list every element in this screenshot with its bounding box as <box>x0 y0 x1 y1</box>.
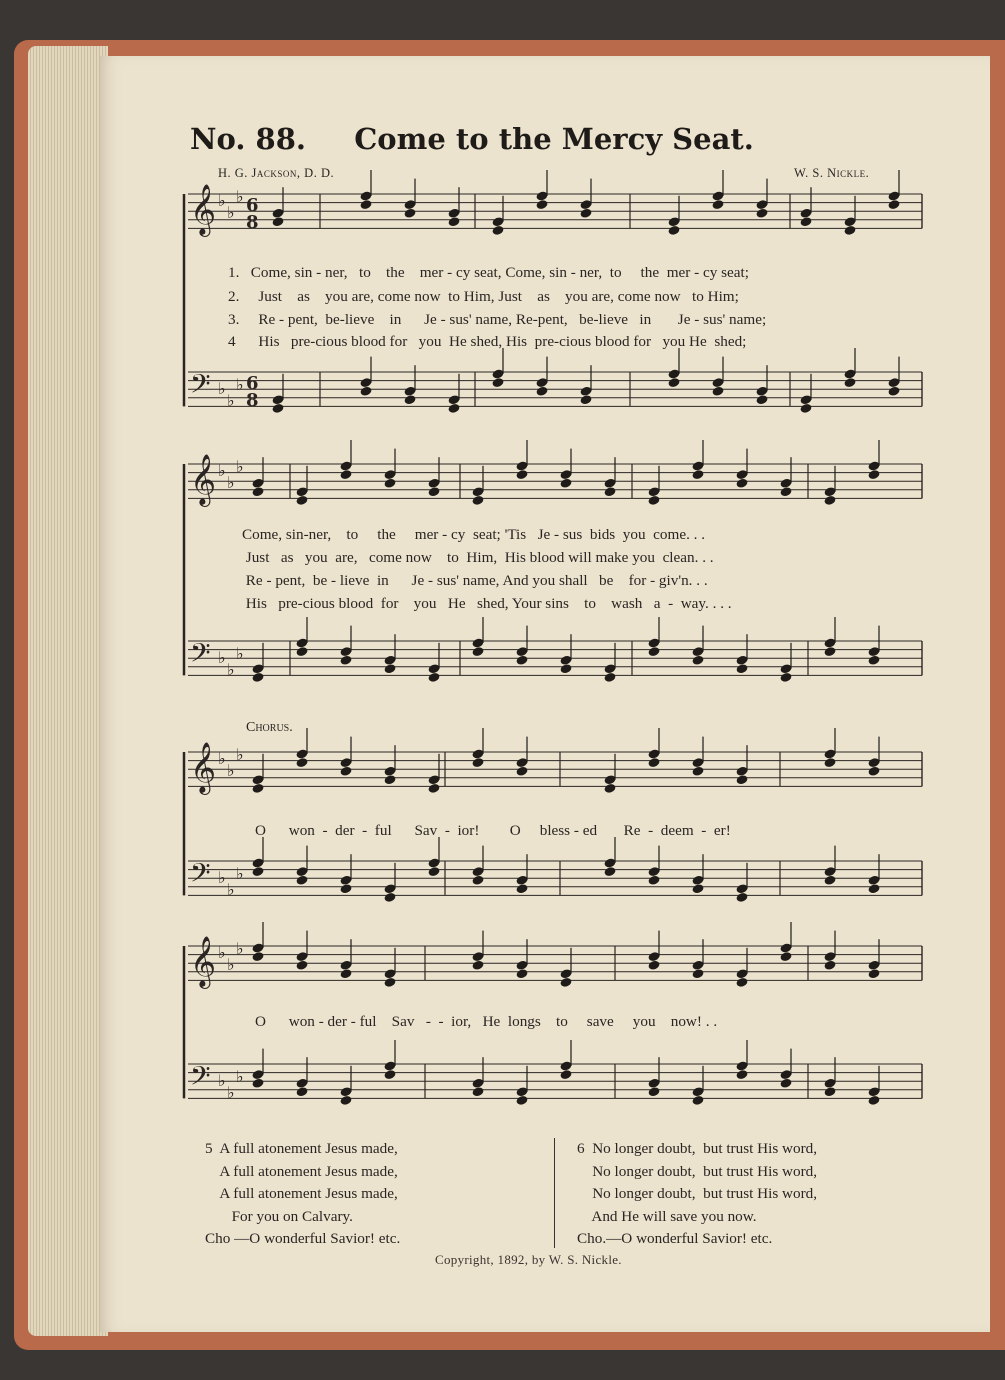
note-head <box>887 199 900 210</box>
verse-5-line: For you on Calvary. <box>205 1207 353 1225</box>
note-head <box>515 655 528 666</box>
note-head <box>867 883 880 894</box>
flat-sign-icon: ♭ <box>227 660 235 679</box>
verse-3-line-a: 3. Re - pent, be-lieve in Je - sus' name, Re-pent, be-lieve in Je - sus' name; <box>228 311 767 328</box>
time-signature-top: 6 <box>246 195 259 216</box>
verse-5-line: Cho —O wonderful Savior! etc. <box>205 1230 401 1248</box>
note-head <box>603 866 616 877</box>
flat-sign-icon: ♭ <box>218 379 226 398</box>
note-head <box>867 766 880 777</box>
note-head <box>735 478 748 489</box>
note-head <box>779 951 792 962</box>
verse-5-line: A full atonement Jesus made, <box>205 1185 398 1203</box>
note-head <box>667 377 680 388</box>
note-head <box>383 892 396 903</box>
note-head <box>403 394 416 405</box>
note-head <box>867 655 880 666</box>
bass-clef-icon: 𝄢 <box>190 368 211 406</box>
note-head <box>471 875 484 886</box>
hymn-number: No. 88. <box>190 122 306 156</box>
note-head <box>295 646 308 657</box>
bass-clef-icon: 𝄢 <box>190 857 211 895</box>
flat-sign-icon: ♭ <box>218 749 226 768</box>
verse-6-line: Cho.—O wonderful Savior! etc. <box>577 1230 773 1248</box>
note-head <box>339 766 352 777</box>
bass-clef-icon: 𝄢 <box>190 637 211 675</box>
note-head <box>691 766 704 777</box>
note-head <box>647 960 660 971</box>
treble-clef-icon: 𝄞 <box>190 742 217 793</box>
flat-sign-icon: ♭ <box>227 1083 235 1102</box>
note-head <box>647 495 660 506</box>
flat-sign-icon: ♭ <box>227 761 235 780</box>
note-head <box>691 655 704 666</box>
note-head <box>843 225 856 236</box>
flat-sign-icon: ♭ <box>218 461 226 480</box>
flat-sign-icon: ♭ <box>236 1067 244 1086</box>
note-head <box>603 672 616 683</box>
note-head <box>271 403 284 414</box>
note-head <box>867 1095 880 1106</box>
note-head <box>735 1069 748 1080</box>
verse-6-line: And He will save you now. <box>577 1207 757 1225</box>
flat-sign-icon: ♭ <box>218 191 226 210</box>
verse-4-line-a: 4 His pre-cious blood for you He shed, His pre-cious blood for you He shed; <box>228 333 747 350</box>
verse-divider <box>554 1138 555 1248</box>
time-signature-top: 6 <box>246 373 259 394</box>
note-head <box>251 672 264 683</box>
note-head <box>823 495 836 506</box>
note-head <box>295 757 308 768</box>
note-head <box>383 774 396 785</box>
note-head <box>339 883 352 894</box>
note-head <box>491 377 504 388</box>
note-head <box>471 495 484 506</box>
note-head <box>579 208 592 219</box>
note-head <box>471 960 484 971</box>
note-head <box>491 225 504 236</box>
note-head <box>535 199 548 210</box>
note-head <box>691 968 704 979</box>
verse-1-line-a: 1. Come, sin - ner, to the mer - cy seat, Come, sin - ner, to the mer - cy seat; <box>228 264 749 281</box>
flat-sign-icon: ♭ <box>218 648 226 667</box>
note-head <box>427 866 440 877</box>
verse-3-line-b: Re - pent, be - lieve in Je - sus' name, And you shall be for - giv'n. . . <box>242 572 708 589</box>
note-head <box>823 1086 836 1097</box>
note-head <box>339 1095 352 1106</box>
note-head <box>647 875 660 886</box>
note-head <box>603 486 616 497</box>
note-head <box>447 216 460 227</box>
note-head <box>515 883 528 894</box>
note-head <box>843 377 856 388</box>
note-head <box>427 783 440 794</box>
chorus-label: Chorus. <box>246 720 293 735</box>
note-head <box>383 977 396 988</box>
flat-sign-icon: ♭ <box>218 943 226 962</box>
note-head <box>647 757 660 768</box>
note-head <box>691 883 704 894</box>
flat-sign-icon: ♭ <box>236 375 244 394</box>
chorus-lyrics-line-2: O won - der - ful Sav - - ior, He longs to save you now! . . <box>255 1013 718 1030</box>
flat-sign-icon: ♭ <box>218 868 226 887</box>
note-head <box>295 495 308 506</box>
note-head <box>755 394 768 405</box>
hymn-title: Come to the Mercy Seat. <box>354 122 754 156</box>
note-head <box>295 875 308 886</box>
flat-sign-icon: ♭ <box>236 187 244 206</box>
note-head <box>799 216 812 227</box>
time-signature-bottom: 8 <box>246 212 259 233</box>
flat-sign-icon: ♭ <box>236 457 244 476</box>
note-head <box>559 977 572 988</box>
note-head <box>339 655 352 666</box>
note-head <box>515 469 528 480</box>
chorus-lyrics-line-1: O won - der - ful Sav - ior! O bless - ed Re - deem - er! <box>255 822 731 839</box>
verse-5 <box>205 1138 400 1251</box>
note-head <box>667 225 680 236</box>
flat-sign-icon: ♭ <box>236 644 244 663</box>
flat-sign-icon: ♭ <box>227 203 235 222</box>
flat-sign-icon: ♭ <box>236 939 244 958</box>
note-head <box>823 875 836 886</box>
note-head <box>735 892 748 903</box>
flat-sign-icon: ♭ <box>236 864 244 883</box>
note-head <box>251 866 264 877</box>
note-head <box>735 774 748 785</box>
treble-clef-icon: 𝄞 <box>190 936 217 987</box>
verse-5-line: A full atonement Jesus made, <box>205 1162 398 1180</box>
lyricist-credit: H. G. Jackson, D. D. <box>218 166 335 180</box>
note-head <box>579 394 592 405</box>
time-signature-bottom: 8 <box>246 390 259 411</box>
note-head <box>471 757 484 768</box>
note-head <box>735 663 748 674</box>
note-head <box>779 486 792 497</box>
note-head <box>295 960 308 971</box>
note-head <box>295 1086 308 1097</box>
note-head <box>359 199 372 210</box>
note-head <box>383 1069 396 1080</box>
note-head <box>403 208 416 219</box>
note-head <box>447 403 460 414</box>
verse-6 <box>577 1138 817 1251</box>
note-head <box>823 960 836 971</box>
note-head <box>559 1069 572 1080</box>
note-head <box>251 486 264 497</box>
note-head <box>427 672 440 683</box>
note-head <box>339 469 352 480</box>
note-head <box>339 968 352 979</box>
note-head <box>755 208 768 219</box>
flat-sign-icon: ♭ <box>227 955 235 974</box>
note-head <box>271 216 284 227</box>
flat-sign-icon: ♭ <box>227 391 235 410</box>
note-head <box>515 766 528 777</box>
note-head <box>535 386 548 397</box>
verse-2-line-b: Just as you are, come now to Him, His blood will make you clean. . . <box>242 549 714 566</box>
note-head <box>383 478 396 489</box>
treble-clef-icon: 𝄞 <box>190 454 217 505</box>
copyright-notice: Copyright, 1892, by W. S. Nickle. <box>435 1252 622 1267</box>
note-head <box>823 646 836 657</box>
verse-6-line: 6 No longer doubt, but trust His word, <box>577 1140 818 1157</box>
treble-clef-icon: 𝄞 <box>190 184 217 235</box>
note-head <box>867 968 880 979</box>
note-head <box>603 783 616 794</box>
note-head <box>691 1095 704 1106</box>
note-head <box>735 977 748 988</box>
note-head <box>799 403 812 414</box>
verse-4-line-b: His pre-cious blood for you He shed, Your sins to wash a - way. . . . <box>242 595 732 612</box>
note-head <box>471 1086 484 1097</box>
note-head <box>559 478 572 489</box>
verse-2-line-a: 2. Just as you are, come now to Him, Just as you are, come now to Him; <box>228 288 739 305</box>
flat-sign-icon: ♭ <box>218 1071 226 1090</box>
note-head <box>251 951 264 962</box>
note-head <box>251 1078 264 1089</box>
flat-sign-icon: ♭ <box>236 745 244 764</box>
note-head <box>383 663 396 674</box>
note-head <box>515 1095 528 1106</box>
composer-credit: W. S. Nickle. <box>794 166 870 180</box>
note-head <box>779 672 792 683</box>
verse-6-line: No longer doubt, but trust His word, <box>577 1185 818 1203</box>
note-head <box>471 646 484 657</box>
note-head <box>647 646 660 657</box>
verse-1-line-b: Come, sin-ner, to the mer - cy seat; 'Tis Je - sus bids you come. . . <box>242 526 706 543</box>
flat-sign-icon: ♭ <box>227 880 235 899</box>
flat-sign-icon: ♭ <box>227 473 235 492</box>
note-head <box>691 469 704 480</box>
note-head <box>359 386 372 397</box>
note-head <box>515 968 528 979</box>
note-head <box>647 1086 660 1097</box>
note-head <box>711 386 724 397</box>
verse-6-line: No longer doubt, but trust His word, <box>577 1162 818 1180</box>
note-head <box>251 783 264 794</box>
note-head <box>867 469 880 480</box>
bass-clef-icon: 𝄢 <box>190 1060 211 1098</box>
note-head <box>887 386 900 397</box>
note-head <box>823 757 836 768</box>
note-head <box>427 486 440 497</box>
note-head <box>711 199 724 210</box>
note-head <box>779 1078 792 1089</box>
note-head <box>559 663 572 674</box>
verse-5-line: 5 A full atonement Jesus made, <box>205 1140 398 1157</box>
